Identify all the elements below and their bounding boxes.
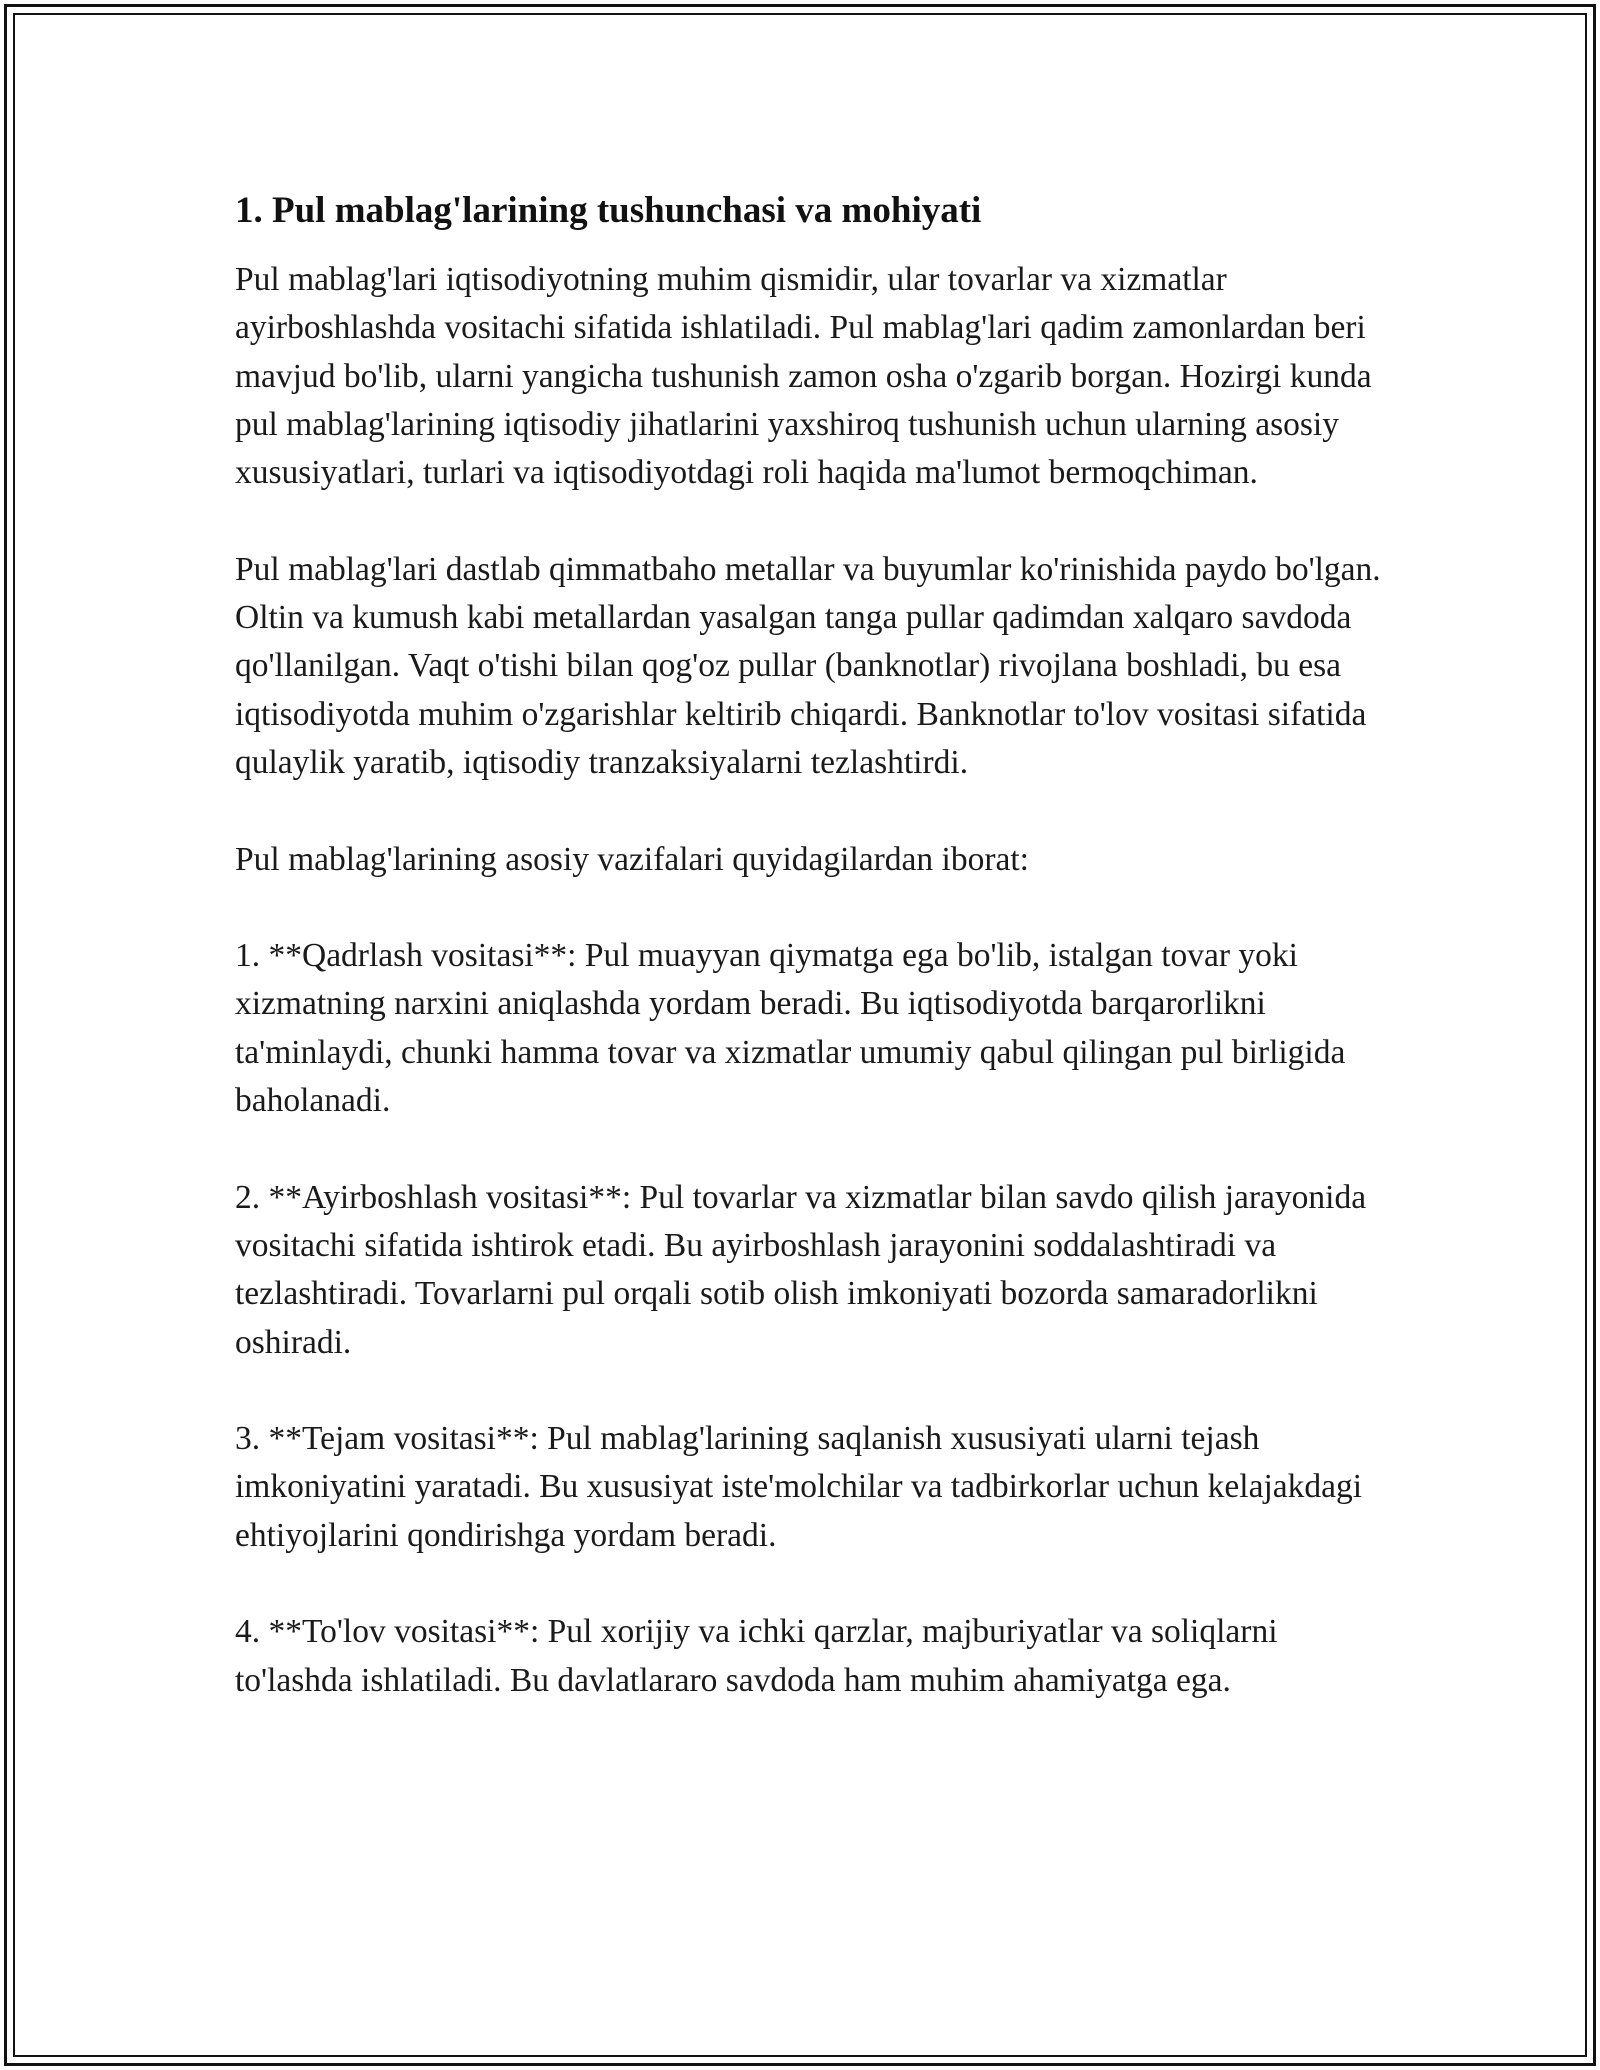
- list-item-tolov: 4. **To'lov vositasi**: Pul xorijiy va ichki qarzlar, majburiyatlar va soliqlarni to'lashda ishlatiladi. Bu davlatlararo savdoda ham muhim ahamiyatga ega.: [235, 1613, 1278, 1699]
- document-body: [235, 186, 1385, 1705]
- paragraph-intro: Pul mablag'lari iqtisodiyotning muhim qismidir, ular tovarlar va xizmatlar ayirboshlashda vositachi sifatida ishlatiladi. Pul mablag'lari qadim zamonlardan beri mavjud bo'lib, ularni yangicha tushunish zamon osha o'zgarib borgan. Hozirgi kunda pul mablag'larining iqtisodiy jihatlarini yaxshiroq tushunish uchun ularning asosiy xususiyatlari, turlari va iqtisodiyotdagi roli haqida ma'lumot bermoqchiman.: [235, 261, 1372, 492]
- section-heading: 1. Pul mablag'larining tushunchasi va mohiyati: [235, 190, 982, 231]
- paragraph-history: Pul mablag'lari dastlab qimmatbaho metallar va buyumlar ko'rinishida paydo bo'lgan. Oltin va kumush kabi metallardan yasalgan tanga pullar qadimdan xalqaro savdoda qo'llanilgan. Vaqt o'tishi bilan qog'oz pullar (banknotlar) rivojlana boshladi, bu esa iqtisodiyotda muhim o'zgarishlar keltirib chiqardi. Banknotlar to'lov vositasi sifatida qulaylik yaratib, iqtisodiy tranzaksiyalarni tezlashtirdi.: [235, 550, 1381, 781]
- list-item-tejam: 3. **Tejam vositasi**: Pul mablag'larining saqlanish xususiyati ularni tejash imkoniyatini yaratadi. Bu xususiyat iste'molchilar va tadbirkorlar uchun kelajakdagi ehtiyojlarini qondirishga yordam beradi.: [235, 1420, 1363, 1554]
- list-item-ayirboshlash: 2. **Ayirboshlash vositasi**: Pul tovarlar va xizmatlar bilan savdo qilish jarayonida vositachi sifatida ishtirok etadi. Bu ayirboshlash jarayonini soddalashtiradi va tezlashtiradi. Tovarlarni pul orqali sotib olish imkoniyati bozorda samaradorlikni oshiradi.: [235, 1178, 1367, 1361]
- list-item-qadrlash: 1. **Qadrlash vositasi**: Pul muayyan qiymatga ega bo'lib, istalgan tovar yoki xizmatning narxini aniqlashda yordam beradi. Bu iqtisodiyotda barqarorlikni ta'minlaydi, chunki hamma tovar va xizmatlar umumiy qabul qilingan pul birligida baholanadi.: [235, 937, 1346, 1120]
- paragraph-functions-intro: Pul mablag'larining asosiy vazifalari quyidagilardan iborat:: [235, 840, 1029, 878]
